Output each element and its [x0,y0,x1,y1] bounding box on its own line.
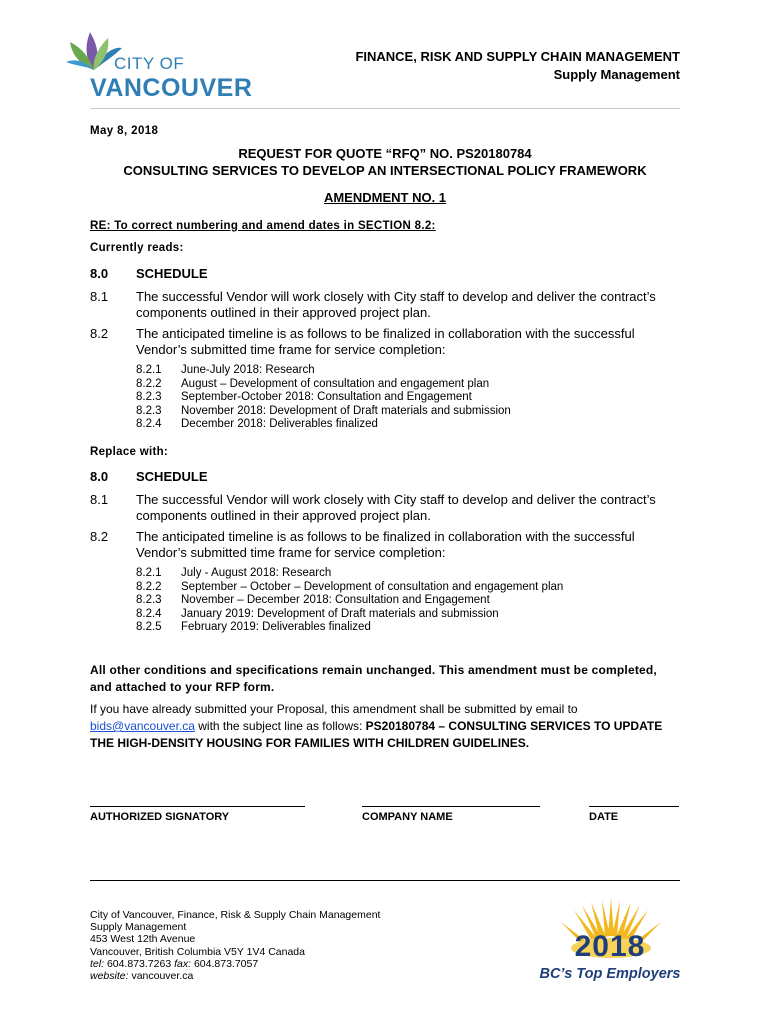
subitem-text: January 2019: Development of Draft materials and submission [181,607,499,620]
footer-website: website: vancouver.ca [90,970,194,983]
conditions-paragraph: All other conditions and specifications remain unchanged. This amendment must be completed, and attached to your RFP form. [90,663,657,694]
item-text: The anticipated timeline is as follows to be finalized in collaboration with the successful Vendor’s submitted time frame for service completion: [136,326,635,357]
header-divider [90,108,680,109]
subitem-number: 8.2.2 [136,580,162,593]
subitem-number: 8.2.1 [136,567,162,579]
subitem-number: 8.2.1 [136,364,162,376]
subitem-number: 8.2.3 [136,594,162,606]
city-of-vancouver-logo [64,26,253,102]
subitem-number: 8.2.4 [136,607,162,620]
item-number: 8.2 [90,326,109,341]
subitem-text: November – December 2018: Consultation and Engagement [181,594,490,606]
rfq-title: REQUEST FOR QUOTE “RFQ” NO. PS20180784 [238,146,532,161]
company-label: COMPANY NAME [362,811,453,823]
signatory-label: AUTHORIZED SIGNATORY [90,811,230,823]
subitem-text: August – Development of consultation and engagement plan [181,377,490,390]
replace-with-label: Replace with: [90,446,169,458]
subitem-text: June-July 2018: Research [181,364,315,376]
footer-address [90,909,380,982]
section-number: 8.0 [90,469,109,484]
submission-mid: with the subject line as follows: [194,719,366,733]
award-caption: BC’s Top Employers [539,966,681,982]
department-name: FINANCE, RISK AND SUPPLY CHAIN MANAGEMENT [355,49,680,64]
logo-vancouver: VANCOUVER [90,74,253,102]
item-number: 8.1 [90,492,109,507]
section-heading: SCHEDULE [136,469,208,484]
document-date: May 8, 2018 [90,125,159,137]
subitem-text: July - August 2018: Research [181,567,332,579]
footer-street: 453 West 12th Avenue [90,933,196,946]
footer-divider [90,880,680,881]
footer-dept: Supply Management [90,921,187,934]
subitem-number: 8.2.5 [136,621,162,633]
section-heading: SCHEDULE [136,266,208,281]
award-year: 2018 [574,930,646,963]
item-number: 8.2 [90,529,109,544]
item-text: The successful Vendor will work closely with City staff to develop and deliver the contract’s components outlined in their approved project plan. [136,289,656,320]
subitem-text: September – October – Development of consultation and engagement plan [181,580,564,593]
subitem-number: 8.2.2 [136,377,162,390]
department-header [355,48,680,84]
amendment-number: AMENDMENT NO. 1 [323,190,447,205]
rfq-subtitle: CONSULTING SERVICES TO DEVELOP AN INTERSECTIONAL POLICY FRAMEWORK [123,163,647,178]
date-label: DATE [589,811,619,823]
footer-city: Vancouver, British Columbia V5Y 1V4 Canada [90,945,305,958]
department-subname: Supply Management [553,67,680,82]
section-number: 8.0 [90,266,109,281]
subitem-text: November 2018: Development of Draft materials and submission [181,404,511,417]
subitem-number: 8.2.4 [136,418,162,430]
subitem-number: 8.2.3 [136,404,162,417]
item-text: The anticipated timeline is as follows to be finalized in collaboration with the successful Vendor’s submitted time frame for service completion: [136,529,635,560]
date-line [589,806,679,807]
item-text: The successful Vendor will work closely with City staff to develop and deliver the contract’s components outlined in their approved project plan. [136,492,656,523]
currently-reads-label: Currently reads: [90,242,184,254]
signatory-line [90,806,305,807]
subitem-text: December 2018: Deliverables finalized [181,418,378,430]
email-subject-line: PS20180784 – CONSULTING SERVICES TO UPDATE THE HIGH-DENSITY HOUSING FOR FAMILIES WITH CHILDREN GUIDELINES. [90,719,663,750]
item-number: 8.1 [90,289,109,304]
re-line: RE: To correct numbering and amend dates in SECTION 8.2: [90,220,436,232]
submission-paragraph [90,701,680,752]
subitem-text: September-October 2018: Consultation and Engagement [181,391,472,403]
subitem-number: 8.2.3 [136,391,162,403]
top-employers-award-badge [536,896,686,988]
bids-email-link[interactable]: bids@vancouver.ca [90,719,195,733]
logo-city-of: CITY OF [114,54,185,73]
footer-phone: tel: 604.873.7263 fax: 604.873.7057 [90,957,259,970]
submission-intro: If you have already submitted your Proposal, this amendment shall be submitted by email to [90,702,578,716]
company-line [362,806,540,807]
subitem-text: February 2019: Deliverables finalized [181,621,371,633]
footer-org: City of Vancouver, Finance, Risk & Supply Chain Management [90,909,381,921]
